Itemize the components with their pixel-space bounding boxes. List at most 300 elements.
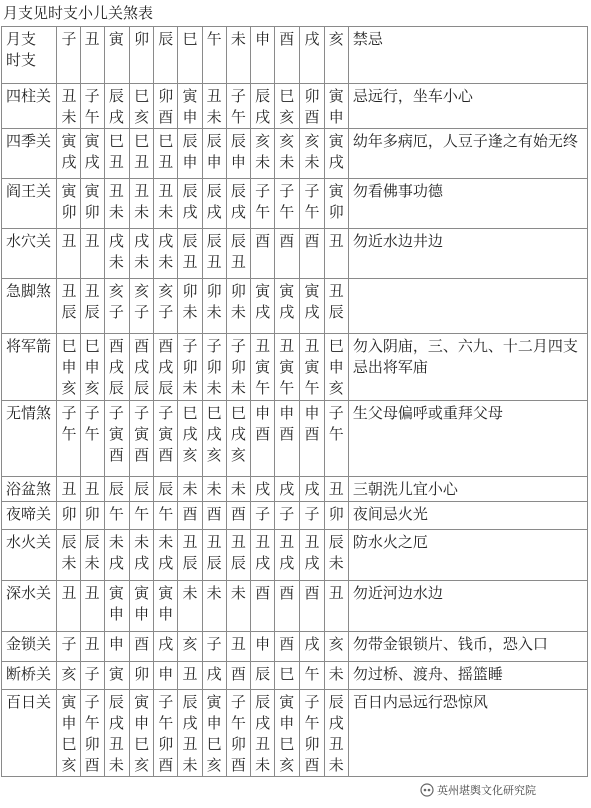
branch-char: 丑: [255, 735, 271, 753]
branch-char: 丑: [84, 282, 100, 300]
branch-char: 酉: [279, 584, 295, 602]
taboo-note: 勿看佛事功德: [348, 179, 587, 229]
branch-cell: [104, 229, 129, 279]
branch-char: 酉: [158, 756, 174, 774]
branch-char: 未: [182, 379, 198, 397]
table-row: [2, 581, 588, 632]
branch-cell: [178, 279, 202, 334]
branch-char: 子: [134, 404, 150, 422]
branch-char: 未: [230, 379, 246, 397]
branch-cell: [130, 129, 154, 179]
branch-char: 午: [84, 108, 100, 126]
branch-cell: [251, 477, 275, 502]
branch-cell: [57, 530, 80, 581]
branch-cell: [202, 530, 226, 581]
header-branch: 未: [226, 27, 250, 84]
header-branch: 戌: [300, 27, 324, 84]
branch-char: 酉: [304, 756, 320, 774]
branch-char: 辰: [328, 533, 344, 551]
branch-cell: [300, 401, 324, 477]
branch-cell: [154, 477, 178, 502]
sha-name: 水火关: [2, 530, 57, 581]
branch-char: 丑: [61, 282, 77, 300]
branch-cell: [324, 84, 348, 129]
branch-char: 巳: [108, 132, 124, 150]
table-row: [2, 334, 588, 401]
branch-char: 卯: [304, 735, 320, 753]
branch-char: 戌: [255, 554, 271, 572]
branch-char: 午: [108, 505, 124, 523]
sha-name: 深水关: [2, 581, 57, 632]
branch-cell: [251, 530, 275, 581]
branch-char: 未: [279, 153, 295, 171]
branch-char: 寅: [328, 87, 344, 105]
branch-char: 辰: [206, 182, 222, 200]
branch-char: 巳: [206, 735, 222, 753]
branch-char: 寅: [134, 693, 150, 711]
branch-char: 子: [304, 505, 320, 523]
branch-char: 未: [108, 533, 124, 551]
branch-cell: [178, 401, 202, 477]
branch-cell: [275, 530, 300, 581]
branch-char: 子: [84, 693, 100, 711]
branch-char: 申: [158, 665, 174, 683]
branch-char: 丑: [328, 584, 344, 602]
branch-char: 午: [304, 714, 320, 732]
branch-cell: [130, 502, 154, 530]
branch-char: 丑: [230, 635, 246, 653]
branch-cell: [104, 530, 129, 581]
branch-cell: [202, 179, 226, 229]
branch-char: 子: [304, 182, 320, 200]
branch-char: 寅: [328, 132, 344, 150]
sha-name: 四柱关: [2, 84, 57, 129]
branch-char: 酉: [230, 665, 246, 683]
guan-sha-table: [1, 26, 588, 777]
sha-name: 无情煞: [2, 401, 57, 477]
sha-name: 断桥关: [2, 662, 57, 690]
branch-char: 午: [279, 379, 295, 397]
branch-cell: [104, 632, 129, 662]
branch-char: 辰: [61, 303, 77, 321]
branch-char: 卯: [61, 505, 77, 523]
branch-char: 辰: [84, 303, 100, 321]
branch-char: 丑: [206, 253, 222, 271]
branch-cell: [324, 334, 348, 401]
branch-char: 辰: [182, 693, 198, 711]
branch-cell: [57, 229, 80, 279]
branch-char: 辰: [206, 232, 222, 250]
branch-cell: [104, 129, 129, 179]
branch-cell: [324, 229, 348, 279]
branch-char: 未: [206, 108, 222, 126]
branch-char: 丑: [230, 533, 246, 551]
taboo-note: 三朝洗儿宜小心: [348, 477, 587, 502]
branch-char: 子: [328, 404, 344, 422]
branch-cell: [324, 477, 348, 502]
branch-char: 未: [108, 756, 124, 774]
branch-char: 未: [230, 584, 246, 602]
branch-cell: [154, 279, 178, 334]
branch-cell: [80, 477, 104, 502]
taboo-note: 勿过桥、渡舟、摇篮睡: [348, 662, 587, 690]
sha-name: 金锁关: [2, 632, 57, 662]
branch-char: 午: [230, 714, 246, 732]
branch-char: 申: [255, 635, 271, 653]
branch-char: 亥: [61, 756, 77, 774]
branch-char: 子: [230, 337, 246, 355]
branch-char: 亥: [328, 635, 344, 653]
branch-char: 戌: [108, 554, 124, 572]
branch-char: 辰: [328, 303, 344, 321]
branch-char: 申: [328, 108, 344, 126]
table-row: [2, 662, 588, 690]
branch-cell: [202, 279, 226, 334]
branch-char: 辰: [182, 554, 198, 572]
branch-char: 丑: [328, 232, 344, 250]
wechat-logo-icon: [420, 783, 434, 797]
branch-char: 未: [182, 303, 198, 321]
branch-cell: [251, 632, 275, 662]
table-row: [2, 84, 588, 129]
branch-char: 辰: [206, 554, 222, 572]
branch-cell: [251, 690, 275, 777]
branch-char: 丑: [182, 735, 198, 753]
branch-char: 巳: [134, 735, 150, 753]
branch-char: 卯: [84, 203, 100, 221]
taboo-note: 防水火之厄: [348, 530, 587, 581]
branch-cell: [251, 334, 275, 401]
branch-cell: [130, 179, 154, 229]
branch-char: 辰: [182, 132, 198, 150]
branch-char: 辰: [61, 533, 77, 551]
branch-cell: [178, 632, 202, 662]
branch-char: 巳: [134, 87, 150, 105]
branch-char: 戌: [158, 232, 174, 250]
branch-cell: [300, 84, 324, 129]
branch-char: 子: [134, 303, 150, 321]
branch-cell: [324, 530, 348, 581]
branch-char: 未: [328, 665, 344, 683]
branch-char: 辰: [108, 693, 124, 711]
branch-char: 巳: [230, 404, 246, 422]
branch-char: 寅: [255, 282, 271, 300]
branch-char: 酉: [206, 505, 222, 523]
branch-char: 酉: [134, 635, 150, 653]
branch-cell: [80, 401, 104, 477]
branch-char: 子: [206, 635, 222, 653]
branch-char: 戌: [328, 153, 344, 171]
table-row: [2, 530, 588, 581]
branch-char: 酉: [158, 337, 174, 355]
branch-cell: [178, 530, 202, 581]
branch-char: 午: [304, 665, 320, 683]
branch-char: 卯: [158, 87, 174, 105]
branch-char: 卯: [230, 282, 246, 300]
branch-char: 月支: [6, 30, 37, 48]
header-branch: 申: [251, 27, 275, 84]
branch-cell: [251, 229, 275, 279]
branch-cell: [226, 84, 250, 129]
branch-char: 亥: [134, 756, 150, 774]
branch-char: 辰: [182, 182, 198, 200]
branch-char: 亥: [206, 756, 222, 774]
branch-cell: [300, 129, 324, 179]
branch-char: 子: [158, 404, 174, 422]
branch-cell: [154, 334, 178, 401]
branch-char: 午: [84, 425, 100, 443]
branch-char: 丑: [134, 153, 150, 171]
branch-char: 卯: [230, 358, 246, 376]
table-row: [2, 129, 588, 179]
branch-char: 戌: [134, 232, 150, 250]
branch-cell: [324, 502, 348, 530]
branch-cell: [104, 179, 129, 229]
branch-char: 戌: [182, 714, 198, 732]
branch-char: 卯: [61, 203, 77, 221]
branch-cell: [130, 632, 154, 662]
branch-cell: [275, 84, 300, 129]
header-row: [2, 27, 588, 84]
branch-cell: [130, 279, 154, 334]
branch-cell: [226, 632, 250, 662]
branch-cell: [251, 279, 275, 334]
branch-char: 辰: [134, 379, 150, 397]
branch-char: 寅: [206, 693, 222, 711]
branch-char: 丑: [206, 533, 222, 551]
branch-char: 子: [279, 182, 295, 200]
branch-char: 未: [182, 480, 198, 498]
branch-char: 丑: [158, 182, 174, 200]
branch-char: 巳: [206, 404, 222, 422]
branch-char: 戌: [108, 358, 124, 376]
branch-cell: [226, 334, 250, 401]
branch-char: 丑: [61, 584, 77, 602]
branch-cell: [324, 129, 348, 179]
branch-cell: [178, 581, 202, 632]
branch-cell: [300, 662, 324, 690]
branch-char: 亥: [304, 132, 320, 150]
branch-cell: [300, 229, 324, 279]
branch-cell: [324, 179, 348, 229]
branch-char: 巳: [182, 404, 198, 422]
table-row: [2, 401, 588, 477]
branch-char: 子: [255, 505, 271, 523]
branch-char: 戌: [206, 425, 222, 443]
branch-char: 戌: [182, 425, 198, 443]
branch-cell: [178, 334, 202, 401]
branch-char: 子: [61, 404, 77, 422]
header-branch: 子: [57, 27, 80, 84]
branch-char: 寅: [304, 358, 320, 376]
branch-char: 未: [108, 203, 124, 221]
taboo-note: [348, 279, 587, 334]
branch-char: 子: [108, 404, 124, 422]
table-row: [2, 632, 588, 662]
branch-cell: [80, 334, 104, 401]
branch-cell: [57, 129, 80, 179]
branch-cell: [178, 477, 202, 502]
branch-char: 未: [84, 554, 100, 572]
branch-cell: [154, 530, 178, 581]
sha-name: 急脚煞: [2, 279, 57, 334]
taboo-note: 生父母偏呼或重拜父母: [348, 401, 587, 477]
branch-char: 未: [182, 756, 198, 774]
branch-char: 寅: [328, 182, 344, 200]
branch-char: 亥: [158, 282, 174, 300]
branch-cell: [130, 581, 154, 632]
branch-char: 戌: [255, 714, 271, 732]
branch-cell: [80, 229, 104, 279]
branch-char: 辰: [108, 480, 124, 498]
branch-char: 酉: [158, 108, 174, 126]
branch-char: 子: [230, 87, 246, 105]
branch-char: 寅: [108, 425, 124, 443]
branch-char: 辰: [182, 232, 198, 250]
table-row: [2, 229, 588, 279]
branch-cell: [130, 401, 154, 477]
branch-char: 未: [134, 253, 150, 271]
branch-char: 辰: [84, 533, 100, 551]
sha-name: 阎王关: [2, 179, 57, 229]
branch-char: 申: [61, 714, 77, 732]
header-branch: 午: [202, 27, 226, 84]
branch-cell: [154, 129, 178, 179]
branch-cell: [80, 662, 104, 690]
branch-cell: [300, 179, 324, 229]
header-branch: 寅: [104, 27, 129, 84]
table-row: [2, 502, 588, 530]
branch-cell: [104, 690, 129, 777]
branch-cell: [275, 401, 300, 477]
branch-char: 丑: [182, 533, 198, 551]
branch-cell: [130, 477, 154, 502]
branch-char: 戌: [134, 554, 150, 572]
branch-char: 申: [134, 714, 150, 732]
branch-cell: [275, 632, 300, 662]
branch-char: 寅: [84, 182, 100, 200]
branch-char: 申: [108, 605, 124, 623]
branch-char: 亥: [108, 282, 124, 300]
branch-cell: [324, 632, 348, 662]
branch-char: 丑: [108, 182, 124, 200]
branch-char: 寅: [158, 425, 174, 443]
table-title: 月支见时支小儿关煞表: [3, 4, 154, 22]
branch-char: 丑: [108, 735, 124, 753]
table-row: [2, 690, 588, 777]
branch-char: 卯: [84, 735, 100, 753]
branch-char: 酉: [255, 425, 271, 443]
branch-char: 丑: [84, 232, 100, 250]
branch-char: 未: [304, 153, 320, 171]
branch-char: 寅: [279, 358, 295, 376]
branch-char: 巳: [279, 735, 295, 753]
branch-cell: [324, 690, 348, 777]
branch-char: 寅: [255, 358, 271, 376]
branch-char: 丑: [279, 337, 295, 355]
branch-cell: [104, 502, 129, 530]
branch-cell: [202, 581, 226, 632]
branch-cell: [130, 334, 154, 401]
branch-char: 戌: [279, 480, 295, 498]
branch-cell: [226, 581, 250, 632]
branch-cell: [57, 334, 80, 401]
branch-char: 酉: [304, 584, 320, 602]
branch-cell: [275, 279, 300, 334]
sha-name: 四季关: [2, 129, 57, 179]
branch-cell: [300, 502, 324, 530]
branch-char: 戌: [182, 203, 198, 221]
table-row: [2, 477, 588, 502]
branch-char: 未: [61, 554, 77, 572]
branch-cell: [57, 581, 80, 632]
branch-char: 亥: [182, 446, 198, 464]
branch-char: 酉: [255, 584, 271, 602]
branch-char: 丑: [255, 533, 271, 551]
branch-cell: [154, 179, 178, 229]
branch-char: 子: [84, 404, 100, 422]
branch-char: 卯: [304, 87, 320, 105]
branch-cell: [57, 662, 80, 690]
branch-char: 酉: [279, 425, 295, 443]
branch-cell: [154, 502, 178, 530]
header-branch: 卯: [130, 27, 154, 84]
branch-cell: [300, 334, 324, 401]
branch-char: 酉: [108, 337, 124, 355]
branch-char: 戌: [158, 358, 174, 376]
branch-cell: [178, 662, 202, 690]
branch-char: 巳: [61, 735, 77, 753]
branch-char: 午: [255, 203, 271, 221]
branch-cell: [300, 477, 324, 502]
branch-cell: [251, 401, 275, 477]
branch-char: 丑: [108, 153, 124, 171]
branch-char: 未: [134, 533, 150, 551]
branch-char: 午: [61, 425, 77, 443]
branch-cell: [104, 334, 129, 401]
branch-char: 午: [134, 505, 150, 523]
branch-char: 寅: [158, 584, 174, 602]
branch-cell: [178, 179, 202, 229]
branch-cell: [251, 179, 275, 229]
branch-cell: [178, 129, 202, 179]
branch-char: 午: [230, 108, 246, 126]
branch-cell: [80, 84, 104, 129]
branch-char: 申: [182, 153, 198, 171]
branch-cell: [226, 477, 250, 502]
taboo-note: 勿带金银锁片、钱币，恐入口: [348, 632, 587, 662]
branch-char: 亥: [134, 282, 150, 300]
branch-cell: [275, 477, 300, 502]
header-branch: 亥: [324, 27, 348, 84]
branch-char: 寅: [182, 87, 198, 105]
branch-char: 辰: [158, 480, 174, 498]
branch-char: 戌: [255, 303, 271, 321]
branch-char: 寅: [108, 665, 124, 683]
sha-name: 百日关: [2, 690, 57, 777]
branch-cell: [226, 502, 250, 530]
branch-cell: [80, 129, 104, 179]
branch-cell: [226, 530, 250, 581]
branch-char: 巳: [279, 87, 295, 105]
table-row: [2, 179, 588, 229]
branch-char: 丑: [230, 253, 246, 271]
branch-char: 寅: [61, 182, 77, 200]
branch-char: 申: [61, 358, 77, 376]
branch-cell: [130, 229, 154, 279]
branch-cell: [226, 690, 250, 777]
branch-char: 午: [304, 379, 320, 397]
